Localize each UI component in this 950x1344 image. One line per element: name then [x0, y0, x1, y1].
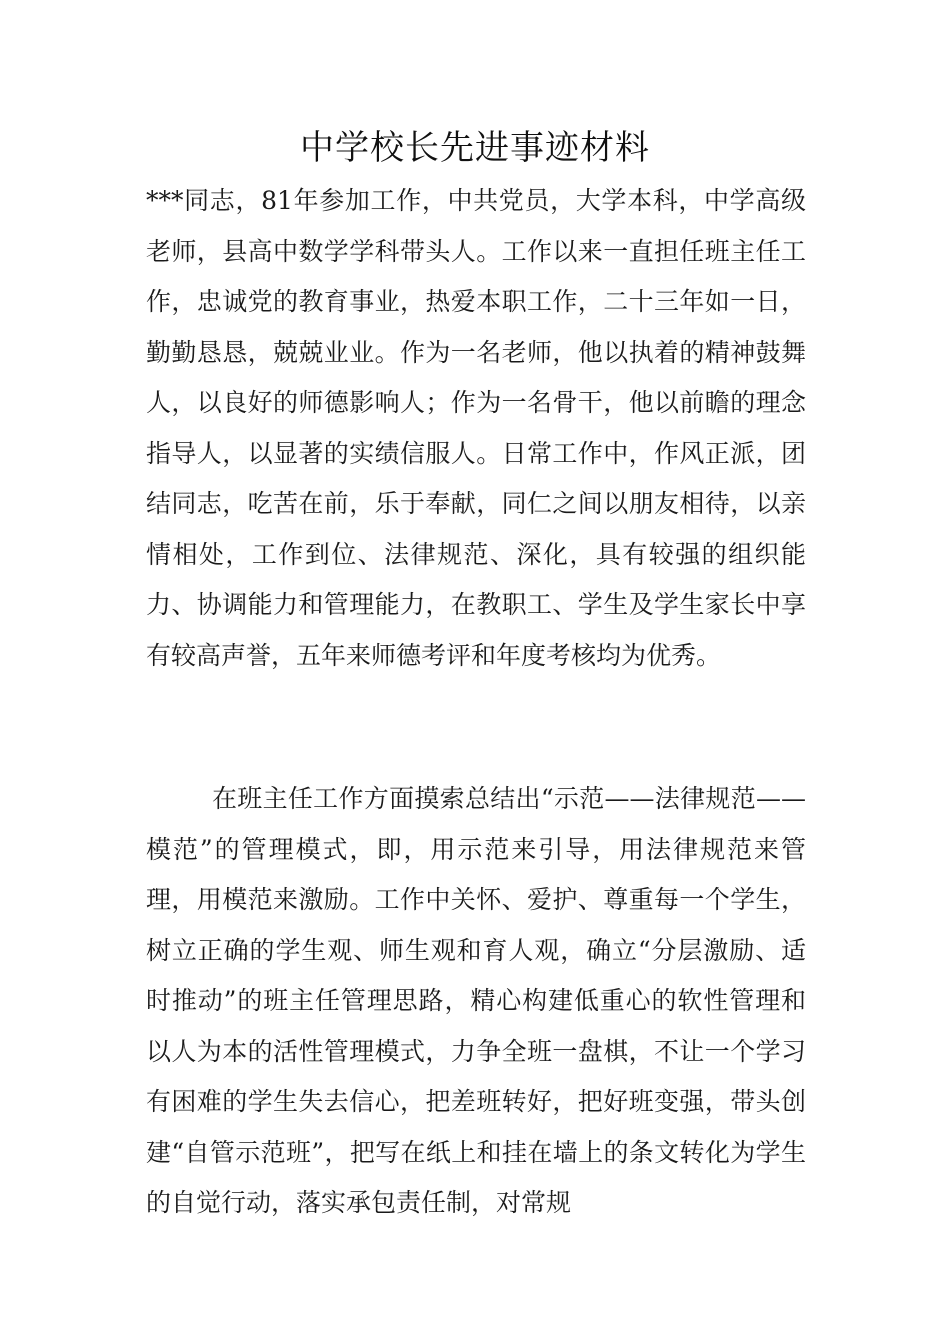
paragraph-2: 在班主任工作方面摸索总结出“示范——法律规范——模范”的管理模式，即，用示范来引导，用法律规范来管理，用模范来激励。工作中关怀、爱护、尊重每一个学生，树立正确的学生观、师生观和育人观，确立“分层激励、适时推动”的班主任管理思路，精心构建低重心的软性管理和以人为本的活性管理模式，力争全班一盘棋，不让一个学习有困难的学生失去信心，把差班转好，把好班变强，带头创建“自管示范班”，把写在纸上和挂在墙上的条文转化为学生的自觉行动，落实承包责任制，对常规 — [146, 784, 806, 1217]
document-title: 中学校长先进事迹材料 — [300, 128, 650, 168]
paragraph-1: ***同志，81年参加工作，中共党员，大学本科，中学高级老师，县高中数学学科带头人。工作以来一直担任班主任工作，忠诚党的教育事业，热爱本职工作，二十三年如一日，勤勤恳恳，兢兢业业。作为一名老师，他以执着的精神鼓舞人，以良好的师德影响人；作为一名骨干，他以前瞻的理念指导人，以显著的实绩信服人。日常工作中，作风正派，团结同志，吃苦在前，乐于奉献，同仁之间以朋友相待，以亲情相处，工作到位、法律规范、深化，具有较强的组织能力、协调能力和管理能力，在教职工、学生及学生家长中享有较高声誉，五年来师德考评和年度考核均为优秀。 — [146, 186, 806, 670]
